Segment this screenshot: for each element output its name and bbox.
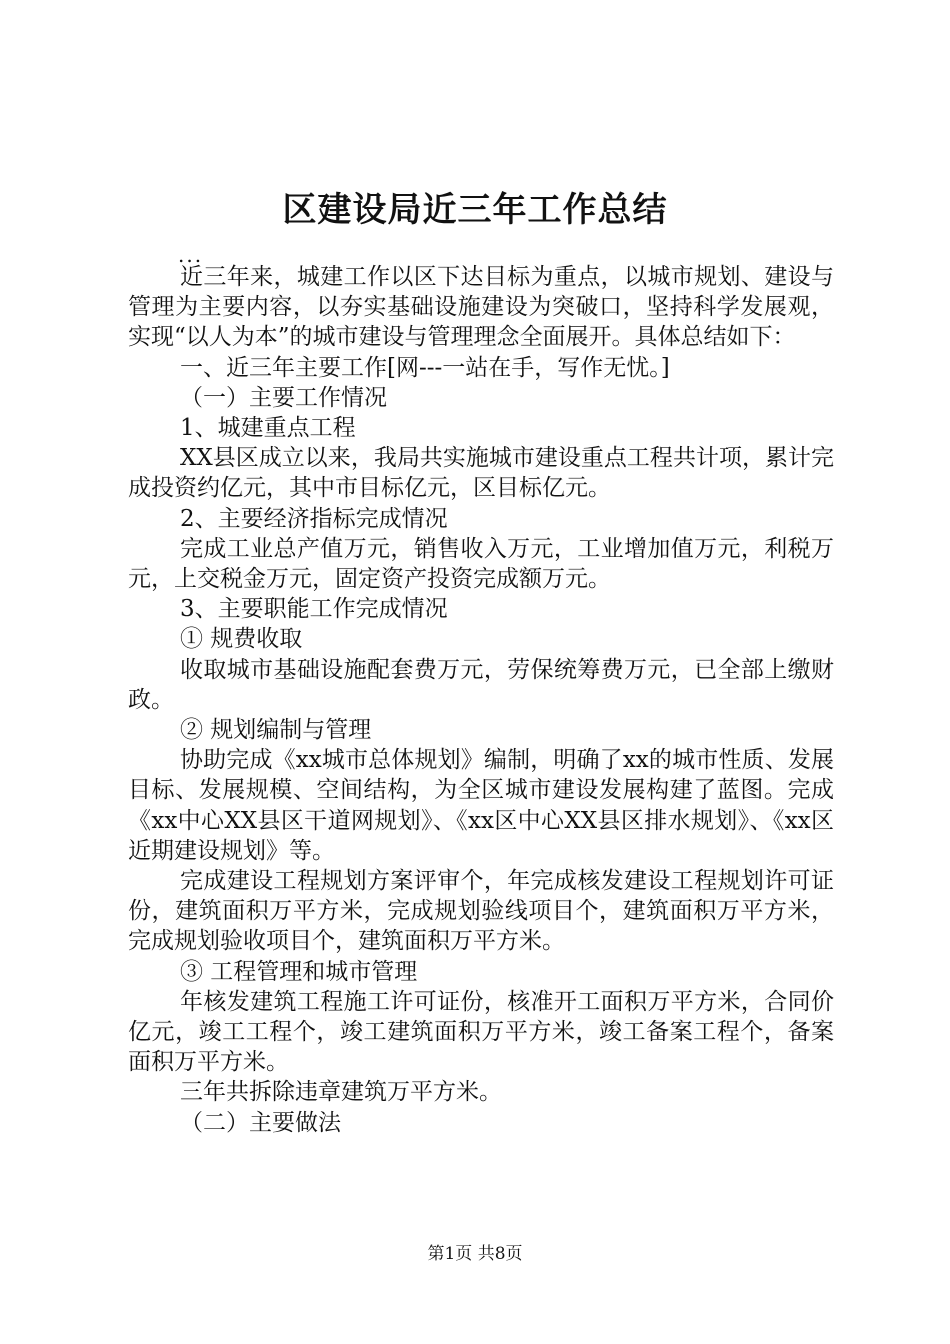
paragraph-economic-indicators: 完成工业总产值万元，销售收入万元，工业增加值万元，利税万元，上交税金万元，固定资产投资完成额万元。 — [128, 535, 834, 593]
paragraph-intro: 近三年来，城建工作以区下达目标为重点，以城市规划、建设与管理为主要内容，以夯实基础设施建设为突破口，坚持科学发展观，实现“以人为本”的城市建设与管理理念全面展开。具体总结如下： — [128, 264, 834, 351]
paragraph-demolition: 三年共拆除违章建筑万平方米。 — [180, 1079, 502, 1106]
heading-subsection-1: （一）主要工作情况 — [180, 384, 387, 411]
heading-fee-collection: ① 规费收取 — [180, 626, 303, 653]
ellipsis-marker: ... — [178, 243, 204, 267]
heading-item-1: 1、城建重点工程 — [180, 415, 356, 442]
heading-item-2: 2、主要经济指标完成情况 — [180, 505, 448, 532]
paragraph-key-projects: XX县区成立以来，我局共实施城市建设重点工程共计项，累计完成投资约亿元，其中市目标亿元，区目标亿元。 — [128, 445, 834, 502]
paragraph-planning-permits: 完成建设工程规划方案评审个，年完成核发建设工程规划许可证份，建筑面积万平方米，完成规划验线项目个，建筑面积万平方米，完成规划验收项目个，建筑面积万平方米。 — [128, 868, 834, 955]
paragraph-planning-compilation: 协助完成《xx城市总体规划》编制，明确了xx的城市性质、发展目标、发展规模、空间结构，为全区城市建设发展构建了蓝图。完成《xx中心XX县区干道网规划》、《xx区中心XX县区排水规划》、《xx区近期建设规划》等。 — [128, 747, 834, 864]
paragraph-construction-permits: 年核发建筑工程施工许可证份，核准开工面积万平方米，合同价亿元，竣工工程个，竣工建筑面积万平方米，竣工备案工程个，备案面积万平方米。 — [128, 988, 834, 1076]
document-body — [128, 262, 834, 1138]
paragraph-fee-collection: 收取城市基础设施配套费万元，劳保统筹费万元，已全部上缴财政。 — [128, 656, 834, 713]
heading-section-1: 一、近三年主要工作[网---一站在手，写作无忧。] — [180, 354, 670, 381]
heading-project-management: ③ 工程管理和城市管理 — [180, 958, 418, 985]
document-title: 区建设局近三年工作总结 — [282, 190, 668, 230]
heading-item-3: 3、主要职能工作完成情况 — [180, 596, 448, 623]
heading-subsection-2: （二）主要做法 — [180, 1109, 341, 1136]
heading-planning: ② 规划编制与管理 — [180, 717, 372, 744]
page-number-footer: 第1页 共8页 — [427, 1244, 523, 1264]
